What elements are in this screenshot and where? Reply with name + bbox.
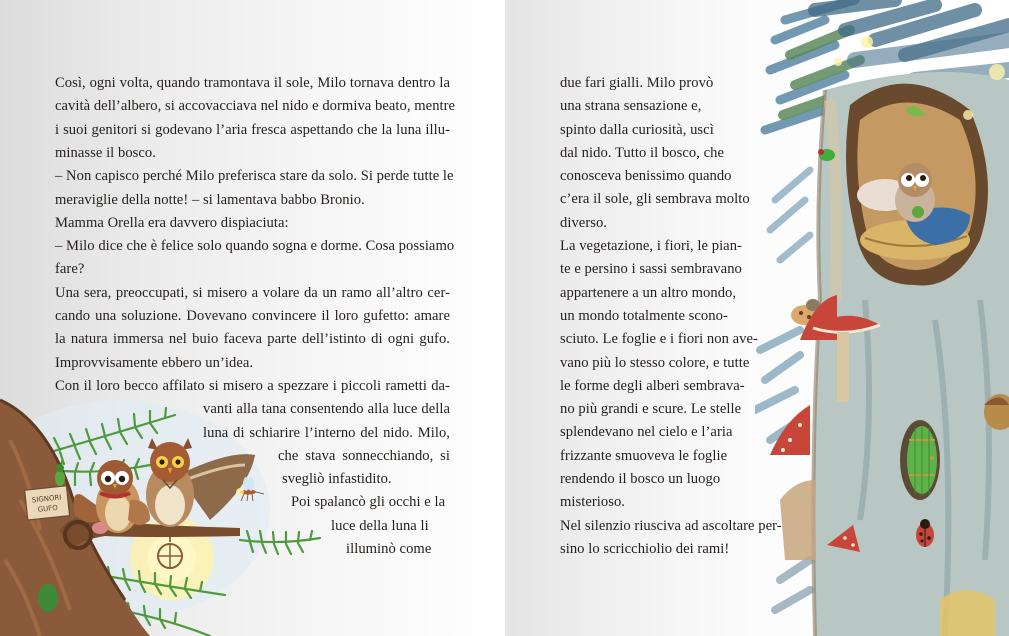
text-line: una strana sensazione e,: [560, 98, 702, 115]
text-line: Improvvisamente ebbero un’idea.: [55, 354, 254, 371]
text-line: diverso.: [560, 214, 608, 231]
text-line: cavità dell’albero, si accovacciava nel nido e dormiva beato, mentre: [55, 98, 456, 115]
tree-hollow-illustration: [755, 0, 1009, 636]
text-line: vanti alla tana consentendo alla luce della: [203, 401, 450, 418]
text-line: la natura immersa nel buio faceva parte dell’istinto di ogni gufo.: [55, 331, 450, 348]
text-line: sino lo scricchiolio dei rami!: [560, 540, 730, 557]
text-line: Mamma Orella era davvero dispiaciuta:: [55, 214, 289, 231]
text-line: che stava sonnecchiando, si: [278, 447, 450, 464]
text-line: un mondo totalmente scono-: [560, 307, 728, 324]
text-line: illuminò come: [346, 541, 432, 557]
text-line: sciuto. Le foglie e i fiori non ave-: [560, 331, 758, 348]
text-line: no più grandi e scure. Le stelle: [560, 401, 742, 418]
sign-text-line-2: GUFO: [37, 503, 59, 514]
text-line: Con il loro becco affilato si misero a spezzare i piccoli rametti da-: [55, 377, 450, 394]
text-line: Una sera, preoccupati, si misero a volare da un ramo all’altro cer-: [55, 284, 450, 301]
text-line: splendevano nel cielo e l’aria: [560, 424, 733, 441]
text-line: te e persino i sassi sembravano: [560, 261, 742, 278]
text-line: cando una soluzione. Dovevano convincere il loro gufetto: amare: [55, 308, 450, 324]
text-line: dal nido. Tutto il bosco, che: [560, 144, 725, 161]
text-line: conosceva benissimo quando: [560, 168, 732, 185]
text-line: le forme degli alberi sembrava-: [560, 377, 745, 394]
sign-text-line-1: SIGNORI: [31, 493, 62, 505]
text-line: svegliò infastidito.: [282, 471, 392, 488]
text-line: luna di schiarire l’interno del nido. Milo,: [203, 424, 450, 441]
text-line: Nel silenzio riusciva ad ascoltare per-: [560, 517, 782, 534]
text-line: c’era il sole, gli sembrava molto: [560, 191, 750, 208]
text-line: due fari gialli. Milo provò: [560, 75, 714, 91]
text-line: Così, ogni volta, quando tramontava il sole, Milo tornava dentro la: [55, 75, 450, 91]
text-line: luce della luna li: [331, 517, 429, 534]
text-line: frizzante smuoveva le foglie: [560, 447, 728, 464]
text-line: spinto dalla curiosità, uscì: [560, 121, 714, 138]
text-line: La vegetazione, i fiori, le pian-: [560, 238, 742, 255]
text-line: vano più lo stesso colore, e tutte: [560, 354, 750, 371]
text-line: i suoi genitori si godevano l’aria fresca aspettando che la luna illu-: [55, 121, 450, 138]
text-line: appartenere a un altro mondo,: [560, 284, 737, 301]
right-page-text: [560, 72, 782, 561]
text-line: Poi spalancò gli occhi e la: [291, 494, 446, 511]
right-page: [505, 0, 1009, 636]
text-line: rendendo il bosco un luogo: [560, 471, 721, 488]
text-line: – Milo dice che è felice solo quando sogna e dorme. Cosa possiamo: [55, 238, 455, 255]
text-line: minasse il bosco.: [55, 144, 156, 161]
text-line: fare?: [55, 261, 85, 278]
text-line: – Non capisco perché Milo preferisca stare da solo. Si perde tutte le: [55, 168, 454, 185]
text-line: misterioso.: [560, 494, 626, 511]
text-line: meraviglie della notte! – si lamentava babbo Bronio.: [55, 191, 365, 208]
